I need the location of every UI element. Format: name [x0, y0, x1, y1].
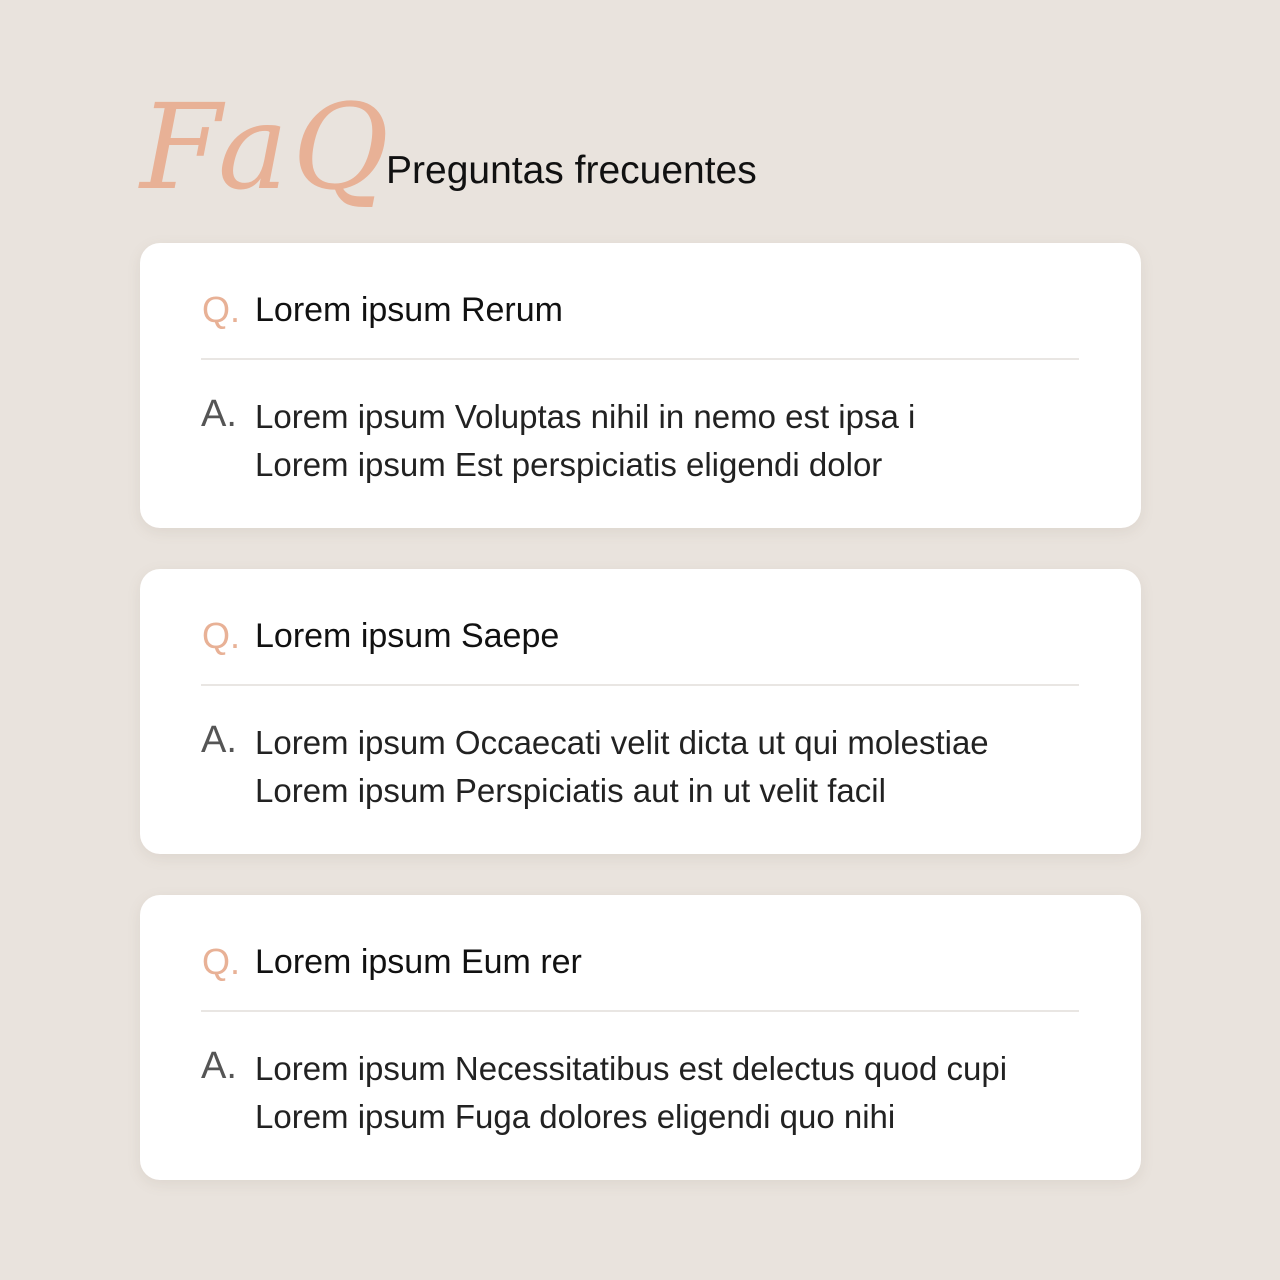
answer-line: Lorem ipsum Perspiciatis aut in ut velit facil: [255, 772, 886, 809]
question-text: Lorem ipsum Rerum: [255, 291, 563, 329]
faq-card: [140, 243, 1141, 528]
question-text: Lorem ipsum Saepe: [255, 617, 560, 655]
faq-card: [140, 569, 1141, 854]
answer-marker: A.: [201, 1045, 237, 1087]
answer-text: [255, 1045, 1007, 1141]
question-marker: Q.: [202, 941, 241, 982]
page-header: [140, 78, 1140, 216]
faq-divider: [201, 358, 1079, 360]
answer-line: Lorem ipsum Est perspiciatis eligendi dolor: [255, 446, 883, 483]
answer-marker: A.: [201, 393, 237, 435]
answer-line: Lorem ipsum Necessitatibus est delectus quod cupi: [255, 1050, 1008, 1087]
answer-line: Lorem ipsum Occaecati velit dicta ut qui molestiae: [255, 724, 989, 761]
answer-marker: A.: [201, 719, 237, 761]
answer-text: [255, 719, 989, 815]
answer-line: Lorem ipsum Fuga dolores eligendi quo nihi: [255, 1098, 896, 1135]
answer-text: [255, 393, 915, 489]
faq-divider: [201, 1010, 1079, 1012]
page-subtitle: Preguntas frecuentes: [386, 149, 757, 192]
faq-logo: FaQ: [140, 78, 393, 216]
question-marker: Q.: [202, 615, 241, 656]
faq-divider: [201, 684, 1079, 686]
faq-card: [140, 895, 1141, 1180]
question-marker: Q.: [202, 289, 241, 330]
answer-line: Lorem ipsum Voluptas nihil in nemo est ipsa i: [255, 398, 916, 435]
question-text: Lorem ipsum Eum rer: [255, 943, 582, 981]
